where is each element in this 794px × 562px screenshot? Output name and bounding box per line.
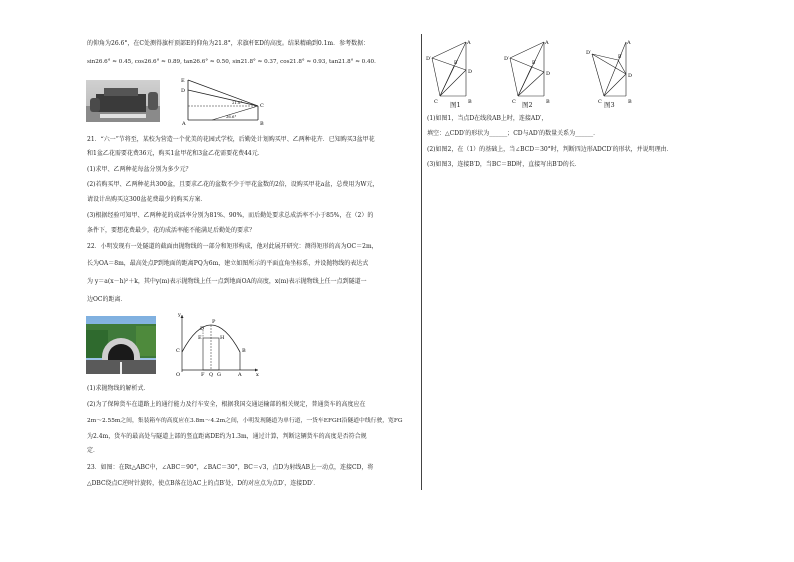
text-line: (1)求抛物线的解析式． — [87, 385, 150, 392]
label-E: E — [198, 335, 202, 341]
text-line: 边OC的距离． — [87, 296, 127, 303]
text-line: 2m～2.55m之间，集装箱车的高度应在3.8m～4.2m之间，小明发现隧道为单行道，一货车EFGH沿隧道中线行驶，宽FG — [87, 418, 403, 424]
text-line: (2)如图2，在（1）的基础上，当∠BCD＝30°时，判断四边形ADCD′的形状，并说明理由． — [427, 146, 673, 153]
label-B: B — [242, 348, 246, 354]
text-line: 21．“六一”节将至，某校为营造一个优美的花园式学校，后勤处计划购买甲、乙两种花卉．已知购买3盆甲花 — [87, 136, 375, 143]
text-line: 和1盆乙花需要花费36元，购买1盆甲花和3盆乙花需要花费44元． — [87, 150, 264, 157]
tunnel-photo — [86, 316, 156, 374]
label-C: C — [176, 348, 180, 354]
point-label: D′ — [426, 56, 432, 62]
flagpole-photo — [86, 80, 160, 122]
label-y: y — [178, 312, 181, 318]
point-label: B′ — [618, 55, 623, 60]
text-line: 请设计出购买这300盆花费最少的购买方案． — [87, 196, 207, 203]
text-line: △DBC绕点C逆时针旋转，使点B落在边AC上的点B′处，D的对应点为点D′，连接DD′． — [87, 480, 320, 487]
point-label: B — [546, 99, 550, 104]
angle-label: 21.8° — [232, 100, 243, 105]
point-label: D — [468, 69, 473, 75]
label-A: A — [182, 121, 186, 126]
text-line: 22．小明发现有一处隧道的截面由抛物线的一部分和矩形构成，他对此展开研究：测得矩形的高为OC＝2m， — [87, 243, 378, 250]
figure-1 — [426, 38, 482, 104]
label-D: D — [200, 326, 205, 332]
text-line: (3)根据经验可知甲、乙两种花的成活率分别为81%、90%，而后勤处要求总成活率不小于85%，在（2）的 — [87, 212, 374, 219]
label-C: C — [260, 103, 264, 109]
point-label: A — [627, 40, 631, 46]
text-line: 条件下，要想花费最少，花的成活率能不能满足后勤处的要求？ — [87, 227, 256, 234]
point-label: D — [628, 73, 633, 79]
text-line: 定． — [87, 447, 100, 454]
figure-3 — [584, 38, 644, 104]
label-Q: Q — [209, 372, 214, 378]
figure-3-caption: 图3 — [604, 101, 615, 109]
figure-2 — [504, 38, 560, 104]
text-line: (3)如图3，连接B′D，当BC＝BD时，直接写出B′D的长． — [427, 161, 581, 168]
label-A: A — [238, 372, 242, 378]
point-label: C — [434, 99, 438, 104]
figure-2-caption: 图2 — [522, 101, 533, 109]
label-H: H — [220, 335, 225, 341]
point-label: B — [628, 99, 632, 104]
point-label: D′ — [504, 56, 510, 62]
text-line: 23．如图：在Rt△ABC中，∠ABC＝90°，∠BAC＝30°，BC＝√3，点D为射线AB上一动点，连接CD，将 — [87, 464, 374, 471]
tunnel-parabola-diagram — [170, 312, 262, 378]
point-label: A — [467, 40, 471, 46]
column-divider — [421, 34, 422, 490]
label-B: B — [260, 121, 264, 126]
point-label: B — [468, 99, 472, 104]
point-label: C — [512, 99, 516, 104]
text-line: 填空：△CDD′的形状为______；CD与AD′的数量关系为______． — [427, 130, 600, 137]
label-E: E — [181, 78, 185, 84]
label-F: F — [201, 372, 205, 378]
text-line: 的仰角为26.6°，在C处测得旗杆顶部E的仰角为21.8°，求旗杆ED的高度。结果精确到0.1m．参考数据： — [87, 40, 370, 47]
point-label: D — [546, 71, 551, 77]
label-x: x — [256, 372, 259, 378]
label-P: P — [212, 319, 216, 325]
text-line: (2)若购买甲、乙两种花共300盆，且要求乙花的盆数不少于甲花盆数的2倍，设购买甲花a盆，总费用为W元， — [87, 181, 379, 188]
text-line: 为 y＝a(x－h)²＋k，其中y(m)表示抛物线上任一点到地面OA的高度，x(m)表示抛物线上任一点到隧道一 — [87, 278, 367, 285]
angle-label: 26.6° — [226, 114, 237, 119]
label-G: G — [217, 372, 221, 378]
text-line: (2)为了保障货车在道路上的通行能力及行车安全，根据我国交通运输部的相关规定，普通货车的高度应在 — [87, 401, 366, 408]
point-label: B′ — [532, 61, 537, 66]
figure-1-caption: 图1 — [450, 101, 461, 109]
text-line: (1)求甲、乙两种花每盆分别为多少元？ — [87, 166, 192, 173]
text-line: (1)如图1，当点D在线段AB上时，连接AD′， — [427, 115, 548, 122]
point-label: A — [545, 40, 549, 46]
point-label: B′ — [454, 61, 459, 66]
point-label: D′ — [586, 50, 592, 56]
text-line: 为2.4m，货车的最高处与隧道上部的竖直距离DE约为1.3m，通过计算，判断这辆货车的高度是否符合规 — [87, 433, 367, 440]
flagpole-diagram — [174, 74, 270, 126]
text-line: sin26.6° ≈ 0.45, cos26.6° ≈ 0.89, tan26.6° ≈ 0.50, sin21.8° ≈ 0.37, cos21.8° ≈ 0.93, tan21.8° ≈ 0.40． — [87, 59, 380, 65]
label-D: D — [181, 88, 186, 94]
point-label: C — [598, 99, 602, 104]
text-line: 长为OA＝8m，最高处点P到地面的距离PQ为6m，建立如图所示的平面直角坐标系，并设抛物线的表达式 — [87, 260, 369, 267]
label-O: O — [176, 372, 181, 378]
